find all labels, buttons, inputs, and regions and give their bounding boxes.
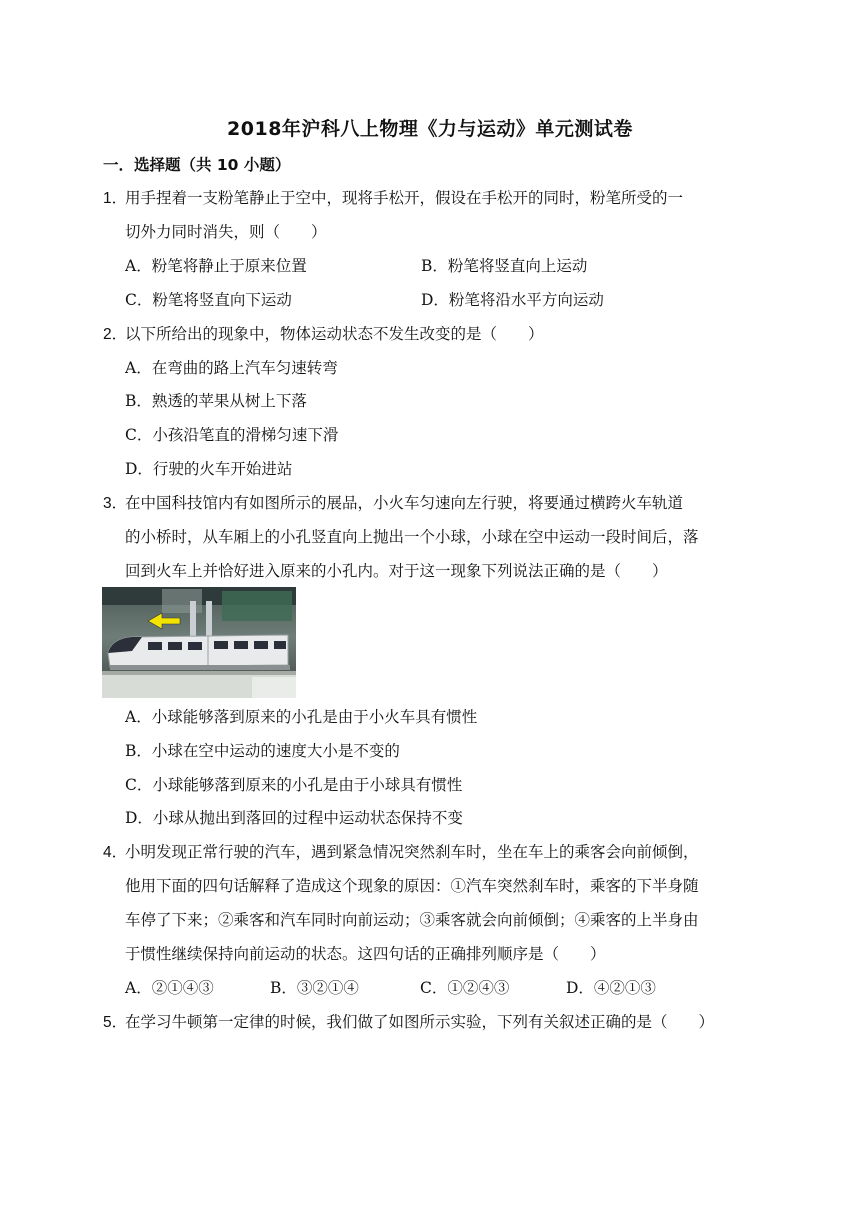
option-c[interactable]: C．小球能够落到原来的小孔是由于小球具有惯性 bbox=[125, 776, 463, 794]
question-text: 以下所给出的现象中，物体运动状态不发生改变的是（ ） bbox=[125, 325, 544, 343]
train-photo-illustration bbox=[102, 587, 296, 698]
option-b[interactable]: B．小球在空中运动的速度大小是不变的 bbox=[125, 742, 400, 760]
question-text: 在学习牛顿第一定律的时候，我们做了如图所示实验，下列有关叙述正确的是（ ） bbox=[125, 1013, 715, 1031]
question-text: 用手捏着一支粉笔静止于空中，现将手松开，假设在手松开的同时，粉笔所受的一 bbox=[125, 189, 684, 207]
question-number: 1． bbox=[103, 190, 128, 207]
section-heading: 一．选择题（共 10 小题） bbox=[103, 156, 291, 174]
question-text-continued: 他用下面的四句话解释了造成这个现象的原因：①汽车突然刹车时，乘客的下半身随 bbox=[125, 877, 699, 895]
question-1 bbox=[103, 188, 683, 209]
exam-title: 2018年沪科八上物理《力与运动》单元测试卷 bbox=[227, 118, 633, 140]
question-5 bbox=[103, 1012, 714, 1033]
question-number: 4． bbox=[103, 844, 128, 861]
option-b[interactable]: B．③②①④ bbox=[270, 979, 359, 997]
option-c[interactable]: C．①②④③ bbox=[420, 979, 510, 997]
question-text: 小明发现正常行驶的汽车，遇到紧急情况突然刹车时，坐在车上的乘客会向前倾倒， bbox=[125, 843, 699, 861]
question-4 bbox=[103, 842, 699, 863]
question-number: 3． bbox=[103, 495, 128, 512]
question-3 bbox=[103, 493, 683, 514]
option-a[interactable]: A．在弯曲的路上汽车匀速转弯 bbox=[125, 359, 338, 377]
option-d[interactable]: D．粉笔将沿水平方向运动 bbox=[421, 291, 604, 309]
option-b[interactable]: B．粉笔将竖直向上运动 bbox=[421, 257, 588, 275]
option-d[interactable]: D．行驶的火车开始进站 bbox=[125, 460, 293, 478]
option-a[interactable]: A．小球能够落到原来的小孔是由于小火车具有惯性 bbox=[125, 708, 478, 726]
option-d[interactable]: D．④②①③ bbox=[566, 979, 656, 997]
question-text-continued: 车停了下来；②乘客和汽车同时向前运动；③乘客就会向前倾倒；④乘客的上半身由 bbox=[125, 911, 699, 929]
option-c[interactable]: C．粉笔将竖直向下运动 bbox=[125, 291, 292, 309]
question-text: 在中国科技馆内有如图所示的展品，小火车匀速向左行驶，将要通过横跨火车轨道 bbox=[125, 494, 684, 512]
option-c[interactable]: C．小孩沿笔直的滑梯匀速下滑 bbox=[125, 426, 339, 444]
question-number: 5． bbox=[103, 1014, 128, 1031]
question-text-continued: 的小桥时，从车厢上的小孔竖直向上抛出一个小球，小球在空中运动一段时间后，落 bbox=[125, 528, 699, 546]
question-number: 2． bbox=[103, 326, 128, 343]
train-exhibit-photo bbox=[102, 587, 296, 698]
option-b[interactable]: B．熟透的苹果从树上下落 bbox=[125, 392, 307, 410]
option-a[interactable]: A．②①④③ bbox=[125, 979, 214, 997]
question-text-continued: 回到火车上并恰好进入原来的小孔内。对于这一现象下列说法正确的是（ ） bbox=[125, 562, 668, 580]
option-a[interactable]: A．粉笔将静止于原来位置 bbox=[125, 257, 307, 275]
question-text-continued: 切外力同时消失，则（ ） bbox=[125, 223, 327, 241]
question-text-continued: 于惯性继续保持向前运动的状态。这四句话的正确排列顺序是（ ） bbox=[125, 945, 606, 963]
option-d[interactable]: D．小球从抛出到落回的过程中运动状态保持不变 bbox=[125, 809, 463, 827]
question-2 bbox=[103, 324, 544, 345]
